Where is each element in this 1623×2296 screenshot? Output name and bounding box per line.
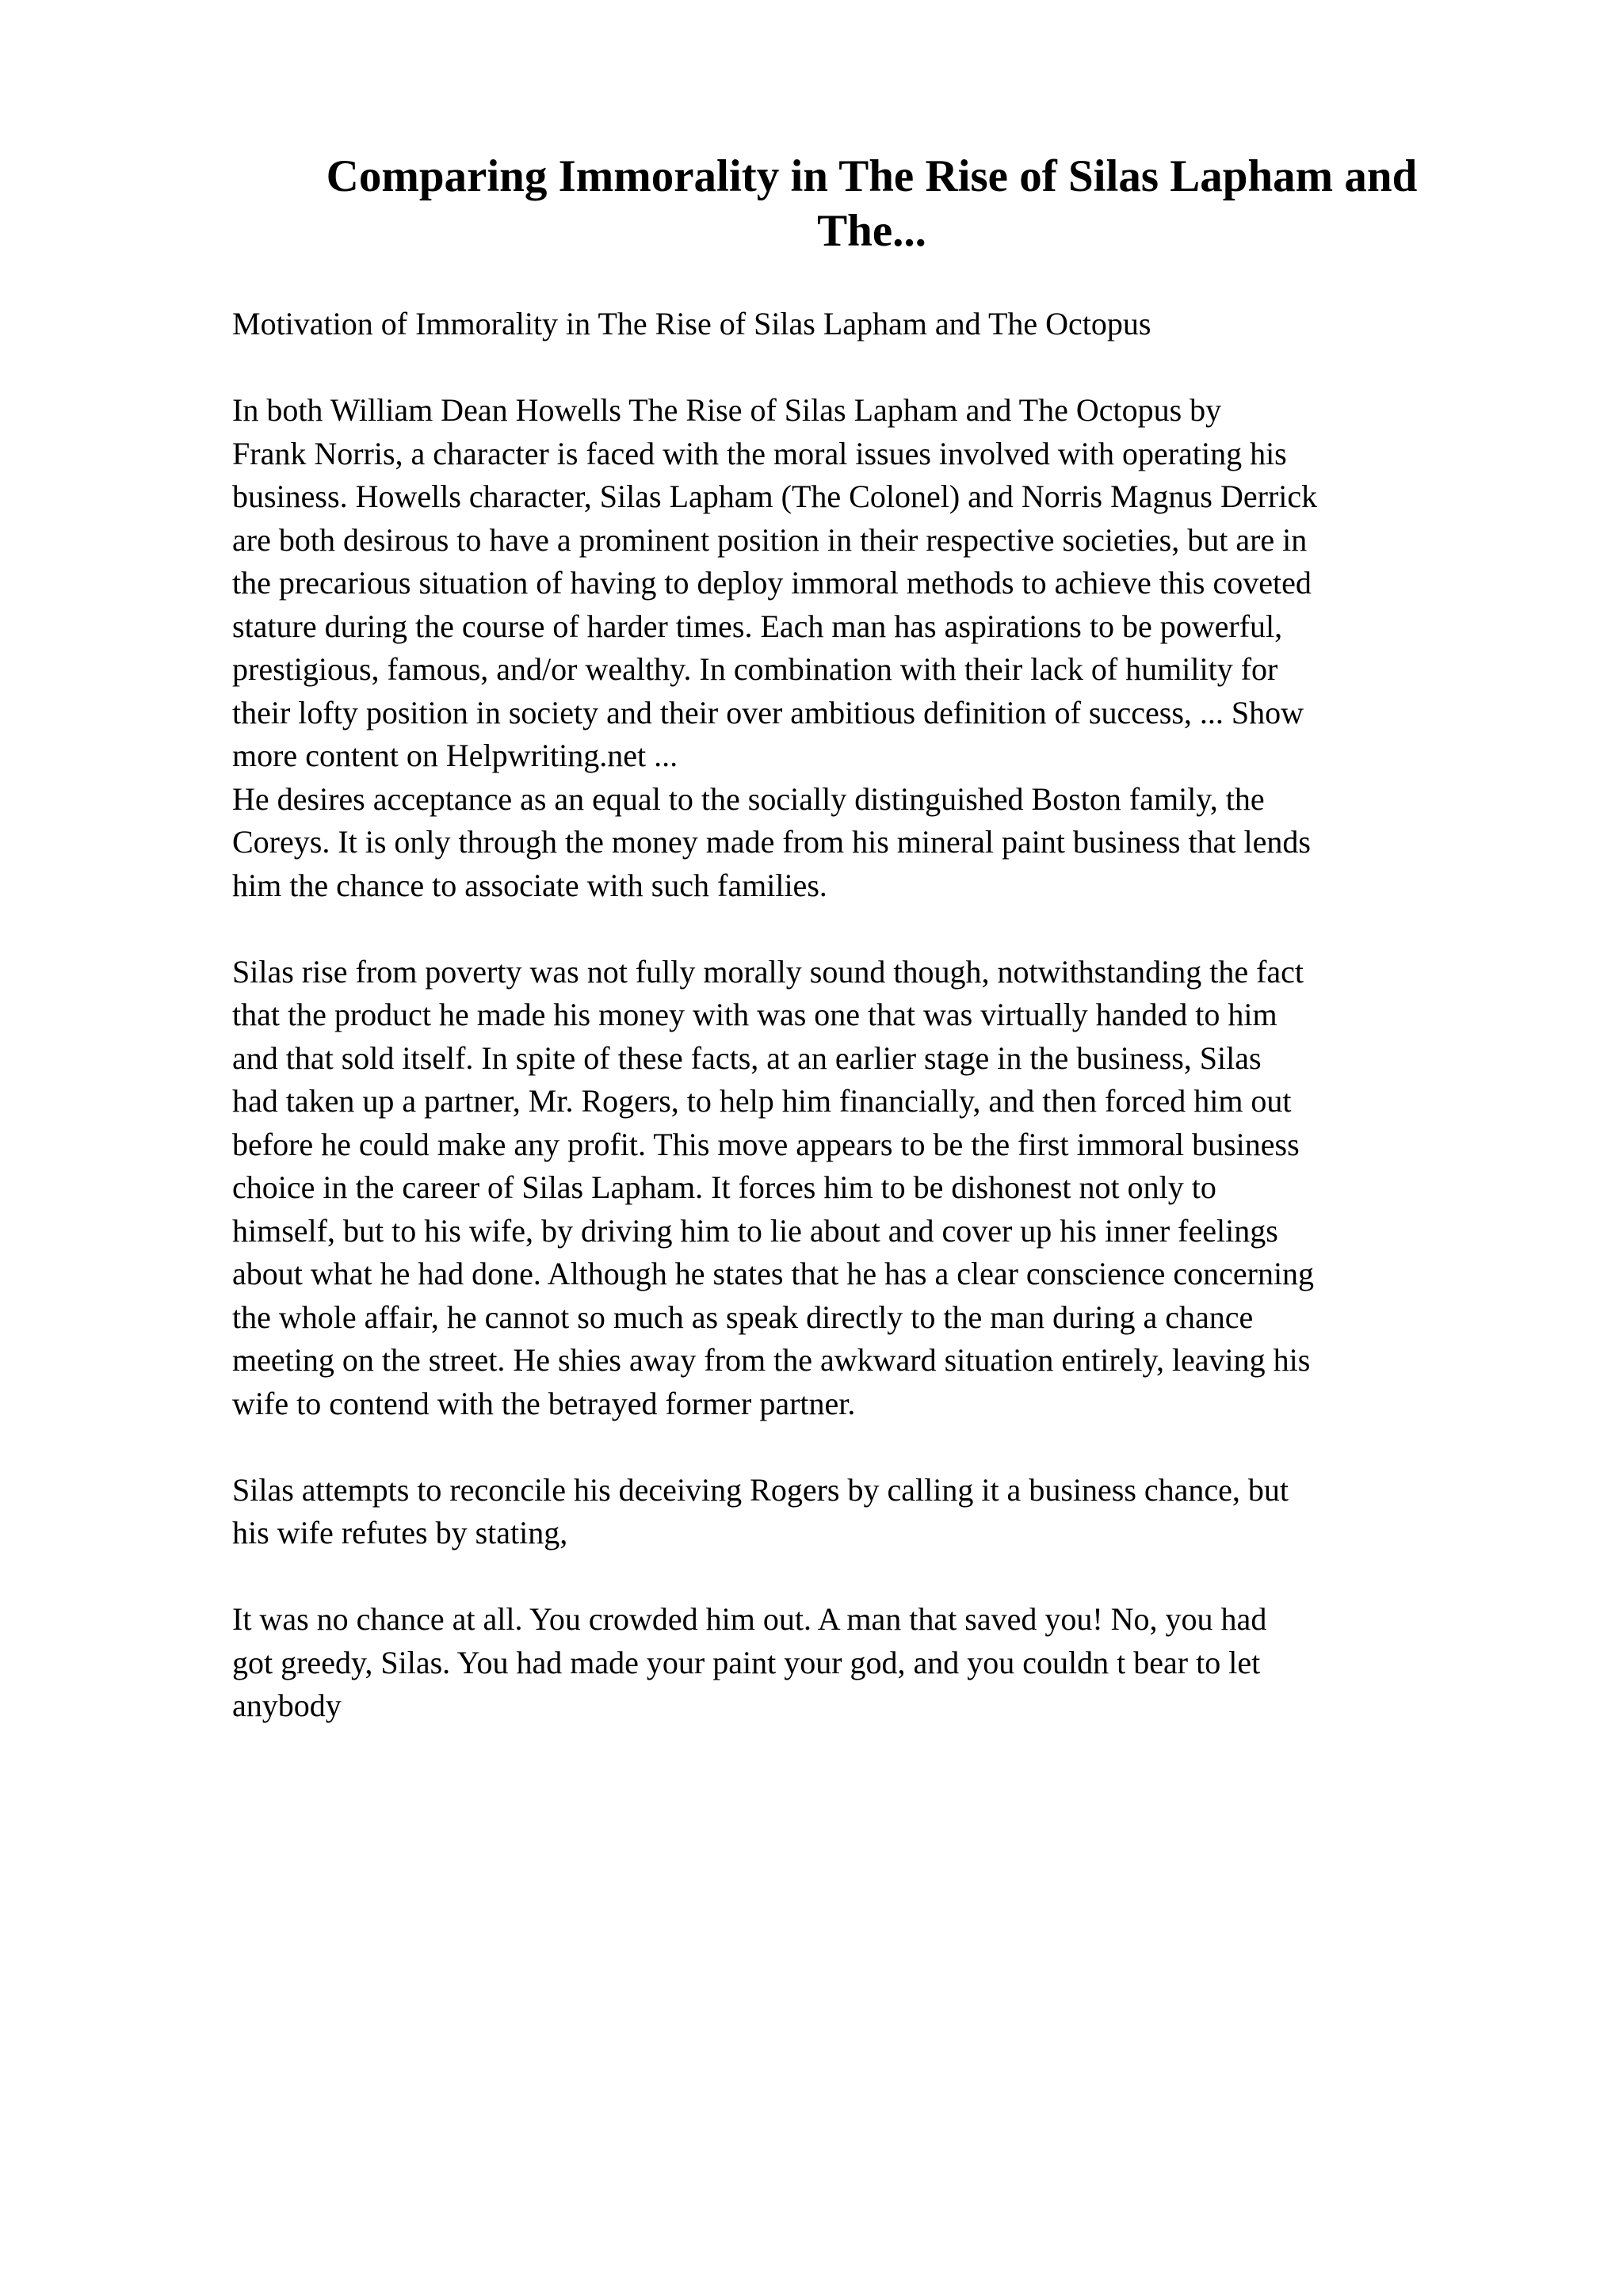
text-line: got greedy, Silas. You had made your paint your god, and you couldn t bear to let — [232, 1644, 1261, 1680]
paragraph-subtitle — [232, 303, 1532, 346]
text-line: himself, but to his wife, by driving him to lie about and cover up his inner feelings — [232, 1212, 1278, 1249]
text-line: that the product he made his money with was one that was virtually handed to him — [232, 997, 1277, 1032]
text-line: stature during the course of harder times. Each man has aspirations to be powerful, — [232, 608, 1283, 644]
text-line: his wife refutes by stating, — [232, 1515, 568, 1550]
text-line: anybody — [232, 1688, 342, 1723]
document-body — [232, 303, 1532, 1728]
text-line: Motivation of Immorality in The Rise of Silas Lapham and The Octopus — [232, 306, 1151, 341]
text-line: him the chance to associate with such families. — [232, 867, 827, 903]
text-line: Coreys. It is only through the money made from his mineral paint business that lends — [232, 824, 1311, 860]
text-line: choice in the career of Silas Lapham. It forces him to be dishonest not only to — [232, 1169, 1216, 1205]
paragraph-spacer — [232, 1555, 1532, 1599]
text-line: Silas rise from poverty was not fully morally sound though, notwithstanding the fact — [232, 953, 1304, 990]
paragraph-reconcile — [232, 1469, 1532, 1555]
text-line: their lofty position in society and their over ambitious definition of success, ... Show — [232, 694, 1304, 730]
text-line: are both desirous to have a prominent position in their respective societies, but are in — [232, 521, 1308, 558]
text-line: In both William Dean Howells The Rise of Silas Lapham and The Octopus by — [232, 392, 1222, 428]
text-line: had taken up a partner, Mr. Rogers, to help him financially, and then forced him out — [232, 1083, 1292, 1119]
document-title — [230, 149, 1514, 258]
text-line: about what he had done. Although he states that he has a clear conscience concerning — [232, 1256, 1315, 1291]
text-line: prestigious, famous, and/or wealthy. In combination with their lack of humility for — [232, 651, 1278, 687]
title-line: Comparing Immorality in The Rise of Silas Lapham and — [326, 151, 1418, 201]
text-line: and that sold itself. In spite of these facts, at an earlier stage in the business, Silas — [232, 1039, 1262, 1076]
paragraph-intro — [232, 389, 1532, 907]
text-line: the whole affair, he cannot so much as speak directly to the man during a chance — [232, 1299, 1254, 1335]
text-line: wife to contend with the betrayed former partner. — [232, 1385, 856, 1421]
title-line: The... — [817, 206, 926, 256]
paragraph-quote — [232, 1598, 1532, 1728]
text-line: more content on Helpwriting.net ... — [232, 738, 678, 773]
text-line: He desires acceptance as an equal to the socially distinguished Boston family, the — [232, 780, 1265, 817]
text-line: before he could make any profit. This move appears to be the first immoral business — [232, 1126, 1300, 1162]
text-line: the precarious situation of having to deploy immoral methods to achieve this coveted — [232, 565, 1312, 601]
text-line: meeting on the street. He shies away from the awkward situation entirely, leaving his — [232, 1342, 1311, 1378]
text-line: business. Howells character, Silas Lapham (The Colonel) and Norris Magnus Derrick — [232, 479, 1318, 514]
paragraph-rise — [232, 951, 1532, 1426]
paragraph-spacer — [232, 1425, 1532, 1469]
text-line: Frank Norris, a character is faced with the moral issues involved with operating his — [232, 435, 1287, 471]
text-line: It was no chance at all. You crowded him out. A man that saved you! No, you had — [232, 1601, 1267, 1637]
paragraph-spacer — [232, 907, 1532, 951]
text-line: Silas attempts to reconcile his deceiving Rogers by calling it a business chance, but — [232, 1471, 1289, 1508]
paragraph-spacer — [232, 346, 1532, 390]
